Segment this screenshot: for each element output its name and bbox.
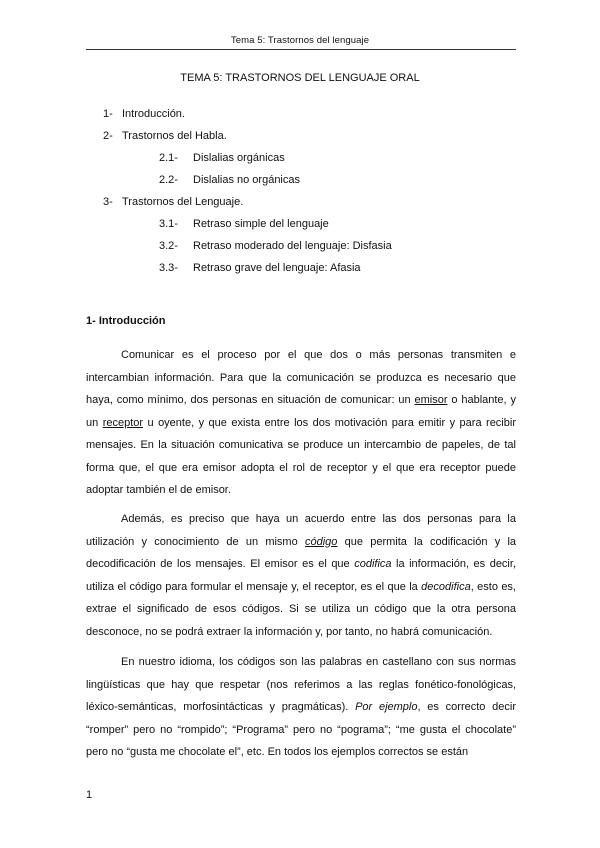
toc-label: Dislalias orgánicas (193, 152, 285, 164)
toc-label: Retraso moderado del lenguaje: Disfasia (193, 240, 392, 252)
toc-number: 2- (103, 130, 113, 142)
section-heading: 1- Introducción (86, 315, 166, 327)
page-number: 1 (86, 789, 93, 801)
running-header: Tema 5: Trastornos del lenguaje (230, 35, 370, 46)
toc-label: Retraso simple del lenguaje (193, 218, 329, 230)
por-ejemplo: Por ejemplo (355, 701, 418, 713)
toc-number: 3.1- (159, 218, 178, 230)
term-codigo: código (304, 535, 338, 548)
term-decodifica: decodifica (421, 580, 471, 593)
term-emisor: emisor (414, 394, 448, 406)
toc-number: 2.2- (159, 174, 178, 186)
toc-label: Dislalias no orgánicas (193, 174, 300, 186)
term-receptor: receptor (102, 416, 144, 429)
term-codifica: codifica (354, 558, 392, 570)
toc-number: 1- (103, 108, 113, 120)
toc-number: 3.3- (159, 262, 178, 274)
toc-label: Retraso grave del lenguaje: Afasia (193, 262, 361, 274)
toc-label: Introducción. (122, 108, 185, 120)
paragraph-3: En nuestro idioma, los códigos son las palabras en castellano con sus normas lingüísticas que hay que respetar (nos referimos a las reglas fonético-fonológicas, léxico-semánticas, morfosintácticas y pragmáticas). Por ejemplo, es correcto decir “romper” pero no “rompido”; “Programa” pero no “pograma”; “me gusta el chocolate” pero no “gusta me chocolate el”, etc. En todos los ejemplos correctos se están (86, 656, 516, 758)
toc-number: 3- (103, 196, 113, 208)
toc-label: Trastornos del Lenguaje. (122, 196, 244, 208)
document-title: TEMA 5: TRASTORNOS DEL LENGUAJE ORAL (180, 72, 420, 84)
header-rule (86, 49, 516, 50)
paragraph-1: Comunicar es el proceso por el que dos o más personas transmiten e intercambian información. Para que la comunicación se produzca es necesario que haya, como mínimo, dos personas en situación de comunicar: un emisor o hablante, y un receptor u oyente, y que exista entre los dos motivación para emitir y para recibir mensajes. En la situación comunicativa se produce un intercambio de papeles, de tal forma que, el que era emisor adopta el rol de receptor y el que era receptor puede adoptar también el de emisor. (86, 349, 516, 496)
paragraph-2: Además, es preciso que haya un acuerdo entre las dos personas para la utilización y conocimiento de un mismo código que permita la codificación y la decodificación de los mensajes. El emisor es el que codifica la información, es decir, utiliza el código para formular el mensaje y, el receptor, es el que la decodifica, esto es, extrae el significado de esos códigos. Si se utiliza un código que la otra persona desconoce, no se podrá extraer la información y, por tanto, no habrá comunicación. (86, 513, 517, 638)
toc-number: 3.2- (159, 240, 178, 252)
toc-label: Trastornos del Habla. (122, 130, 227, 142)
toc-number: 2.1- (159, 152, 178, 164)
